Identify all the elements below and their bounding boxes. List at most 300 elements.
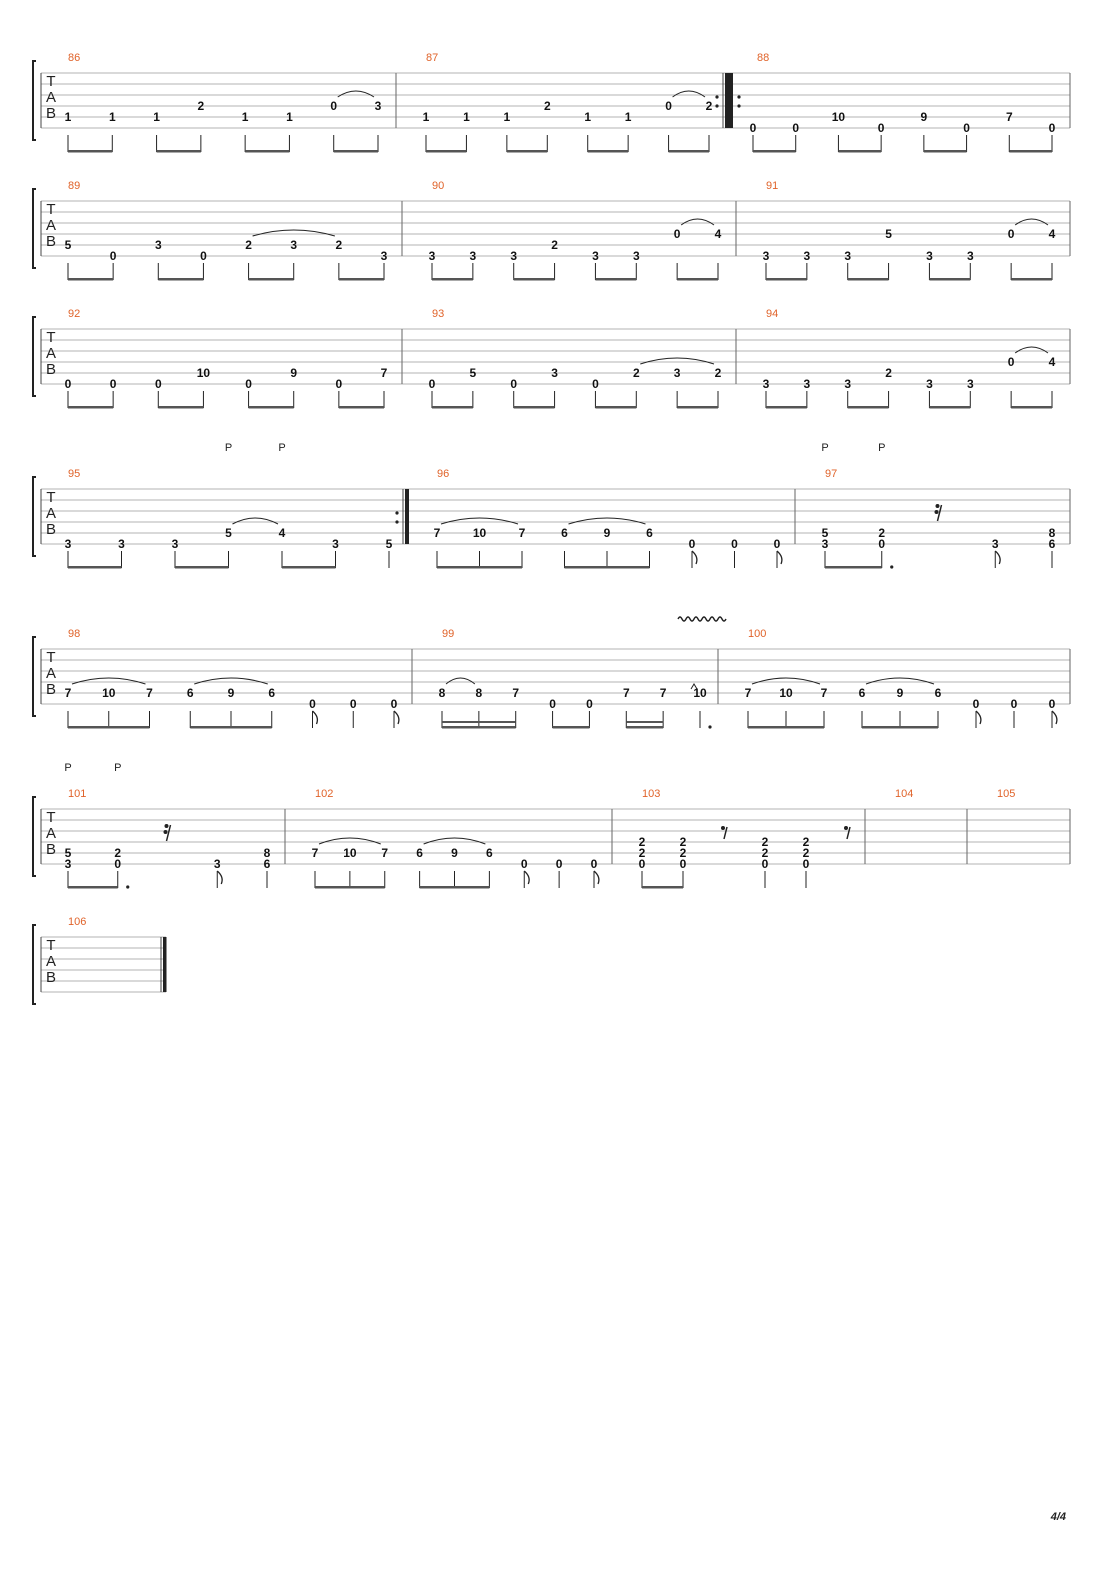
- fret-number: 2: [197, 99, 205, 113]
- fret-number: 6: [263, 857, 271, 871]
- note-beam: [1009, 150, 1052, 153]
- palm-mute-mark: P: [114, 762, 122, 774]
- tie-arc: [194, 678, 268, 684]
- note-beam: [437, 566, 522, 569]
- fret-number: 0: [749, 121, 757, 135]
- note-beam: [68, 278, 113, 281]
- fret-number: 0: [877, 121, 885, 135]
- fret-number: 0: [802, 857, 810, 871]
- note-beam: [339, 406, 384, 409]
- fret-number: 7: [622, 686, 630, 700]
- fret-number: 2: [802, 835, 810, 849]
- fret-number: 5: [885, 227, 892, 241]
- fret-number: 0: [731, 537, 738, 551]
- fret-number: 3: [803, 377, 811, 391]
- fret-number: 0: [1048, 697, 1056, 711]
- measure-number: 98: [68, 628, 81, 640]
- tie-arc: [569, 518, 646, 524]
- palm-mute-mark: P: [64, 762, 72, 774]
- note-beam: [245, 150, 289, 153]
- fret-number: 7: [744, 686, 752, 700]
- measure-number: 100: [748, 628, 767, 640]
- fret-number: 4: [278, 526, 286, 540]
- fret-number: 1: [422, 110, 430, 124]
- tab-clef-letter: T: [46, 937, 56, 954]
- fret-number: 8: [438, 686, 446, 700]
- system-bracket: [33, 925, 36, 1004]
- tie-arc: [233, 518, 279, 524]
- fret-number: 1: [286, 110, 293, 124]
- measure-number: 99: [442, 628, 455, 640]
- tab-clef-letter: B: [45, 681, 57, 698]
- note-flag: [777, 551, 782, 564]
- fret-number: 0: [109, 249, 117, 263]
- note-beam: [924, 150, 967, 153]
- note-beam: [1011, 406, 1052, 409]
- note-beam: [249, 278, 294, 281]
- fret-number: 3: [428, 249, 436, 263]
- measure-number: 103: [642, 788, 661, 800]
- fret-number: 0: [390, 697, 398, 711]
- note-beam: [334, 150, 378, 153]
- fret-number: 8: [263, 846, 271, 860]
- rest-flag-dot: [936, 504, 940, 508]
- fret-number: 3: [844, 249, 852, 263]
- fret-number: 2: [632, 366, 640, 380]
- fret-number: 4: [1048, 355, 1056, 369]
- repeat-dot: [395, 511, 398, 514]
- note-beam: [588, 150, 628, 153]
- note-beam: [315, 886, 385, 889]
- fret-number: 1: [624, 110, 632, 124]
- fret-number: 0: [1010, 697, 1018, 711]
- note-beam: [929, 278, 970, 281]
- note-beam: [848, 406, 889, 409]
- fret-number: 2: [638, 846, 646, 860]
- fret-number: 10: [779, 686, 793, 700]
- fret-number: 3: [171, 537, 179, 551]
- tab-clef-letter: A: [45, 825, 57, 842]
- tab-clef-letter: T: [46, 809, 56, 826]
- fret-number: 9: [920, 110, 928, 124]
- fret-number: 0: [510, 377, 518, 391]
- system-bracket: [33, 189, 36, 268]
- tab-system: [33, 617, 1070, 729]
- fret-number: 0: [555, 857, 563, 871]
- fret-number: 6: [561, 526, 568, 540]
- fret-number: 2: [638, 835, 646, 849]
- fret-number: 2: [885, 366, 892, 380]
- measure-number: 105: [997, 788, 1016, 800]
- note-flag: [976, 711, 981, 724]
- fret-number: 2: [114, 846, 122, 860]
- fret-number: 1: [153, 110, 160, 124]
- tab-clef-letter: A: [45, 953, 57, 970]
- fret-number: 0: [773, 537, 781, 551]
- note-beam: [766, 278, 807, 281]
- fret-number: 3: [762, 377, 770, 391]
- fret-number: 2: [714, 366, 722, 380]
- tie-arc: [72, 678, 146, 684]
- note-beam: [190, 726, 272, 729]
- fret-number: 5: [225, 526, 232, 540]
- fret-number: 3: [118, 537, 125, 551]
- tie-arc: [319, 838, 381, 844]
- fret-number: 10: [343, 846, 357, 860]
- fret-number: 7: [146, 686, 153, 700]
- fret-number: 0: [590, 857, 598, 871]
- palm-mute-mark: P: [821, 442, 829, 454]
- fret-number: 8: [475, 686, 483, 700]
- fret-number: 7: [433, 526, 441, 540]
- fret-number: 6: [858, 686, 866, 700]
- fret-number: 1: [241, 110, 249, 124]
- note-flag: [995, 551, 1000, 564]
- note-beam: [677, 406, 718, 409]
- fret-number: 3: [290, 238, 298, 252]
- fret-number: 9: [451, 846, 458, 860]
- fret-number: 3: [966, 249, 974, 263]
- palm-mute-mark: P: [224, 442, 233, 454]
- fret-number: 3: [154, 238, 162, 252]
- measure-number: 106: [68, 916, 87, 928]
- measure-number: 89: [68, 180, 81, 192]
- rest-flag-dot: [164, 830, 168, 834]
- note-beam: [848, 278, 889, 281]
- fret-number: 3: [632, 249, 640, 263]
- duration-dot: [126, 885, 129, 888]
- measure-number: 104: [895, 788, 914, 800]
- fret-number: 2: [543, 99, 551, 113]
- fret-number: 0: [1048, 121, 1056, 135]
- fret-number: 2: [761, 835, 769, 849]
- note-beam: [68, 726, 150, 729]
- note-beam: [432, 406, 473, 409]
- tie-arc: [1015, 219, 1048, 225]
- note-beam: [669, 150, 709, 153]
- tab-clef-letter: A: [45, 345, 57, 362]
- fret-number: 5: [821, 526, 829, 540]
- note-beam: [753, 150, 796, 153]
- palm-mute-mark: P: [878, 442, 886, 454]
- fret-number: 4: [714, 227, 722, 241]
- note-beam: [249, 406, 294, 409]
- fret-number: 0: [428, 377, 436, 391]
- fret-number: 0: [963, 121, 970, 135]
- system-bracket: [33, 797, 36, 876]
- repeat-dot: [715, 104, 718, 107]
- tab-clef-letter: A: [45, 89, 57, 106]
- rest-flag-dot: [165, 824, 169, 828]
- system-bracket: [33, 317, 36, 396]
- fret-number: 5: [64, 238, 72, 252]
- tab-clef-letter: A: [45, 217, 57, 234]
- fret-number: 0: [520, 857, 528, 871]
- note-flag: [594, 871, 599, 884]
- rest-flag-dot: [935, 510, 939, 514]
- note-beam: [442, 726, 516, 729]
- fret-number: 2: [245, 238, 252, 252]
- fret-number: 7: [64, 686, 72, 700]
- fret-number: 0: [638, 857, 646, 871]
- fret-number: 5: [385, 537, 393, 551]
- fret-number: 0: [679, 857, 687, 871]
- measure-number: 90: [432, 180, 445, 192]
- measure-number: 86: [68, 52, 81, 64]
- note-beam: [626, 726, 663, 729]
- fret-number: 0: [309, 697, 316, 711]
- measure-number: 93: [432, 308, 445, 320]
- fret-number: 3: [926, 377, 933, 391]
- note-beam-secondary: [626, 721, 663, 723]
- fret-number: 8: [1048, 526, 1056, 540]
- repeat-end-thick: [725, 73, 729, 128]
- note-beam: [677, 278, 718, 281]
- fret-number: 1: [503, 110, 511, 124]
- fret-number: 7: [659, 686, 667, 700]
- tie-arc: [338, 91, 374, 97]
- note-beam: [825, 566, 882, 569]
- note-beam: [339, 278, 384, 281]
- final-barline-thick: [163, 937, 167, 992]
- measure-number: 96: [437, 468, 450, 480]
- fret-number: 0: [154, 377, 162, 391]
- fret-number: 7: [381, 846, 389, 860]
- note-beam: [514, 278, 555, 281]
- tab-system: [33, 916, 167, 1004]
- fret-number: 10: [693, 686, 707, 700]
- duration-dot: [890, 565, 893, 568]
- fret-number: 9: [603, 526, 611, 540]
- fret-number: 5: [469, 366, 477, 380]
- note-flag: [1052, 711, 1057, 724]
- fret-number: 3: [213, 857, 221, 871]
- fret-number: 7: [820, 686, 828, 700]
- note-flag: [524, 871, 529, 884]
- fret-number: 3: [64, 537, 72, 551]
- tab-clef-letter: T: [46, 649, 56, 666]
- fret-number: 6: [186, 686, 194, 700]
- note-beam: [68, 886, 118, 889]
- tab-system: [33, 442, 1070, 569]
- fret-number: 3: [592, 249, 599, 263]
- measure-number: 97: [825, 468, 838, 480]
- fret-number: 6: [646, 526, 653, 540]
- fret-number: 0: [1007, 227, 1015, 241]
- fret-number: 6: [268, 686, 276, 700]
- tie-arc: [673, 91, 705, 97]
- fret-number: 1: [108, 110, 116, 124]
- note-beam: [514, 406, 555, 409]
- tie-arc: [681, 219, 714, 225]
- note-beam: [1011, 278, 1052, 281]
- fret-number: 2: [761, 846, 769, 860]
- fret-number: 3: [64, 857, 72, 871]
- fret-number: 2: [551, 238, 558, 252]
- fret-number: 2: [705, 99, 713, 113]
- fret-number: 1: [584, 110, 592, 124]
- fret-number: 0: [792, 121, 800, 135]
- repeat-dot: [737, 95, 740, 98]
- tab-clef-letter: B: [45, 105, 57, 122]
- tab-clef-letter: A: [45, 505, 57, 522]
- fret-number: 3: [374, 99, 382, 113]
- fret-number: 2: [335, 238, 343, 252]
- tab-system: [33, 762, 1070, 889]
- note-flag: [394, 711, 399, 724]
- fret-number: 0: [109, 377, 117, 391]
- fret-number: 9: [896, 686, 904, 700]
- measure-number: 88: [757, 52, 770, 64]
- note-beam: [68, 150, 112, 153]
- fret-number: 7: [311, 846, 319, 860]
- tab-clef-letter: B: [45, 521, 57, 538]
- fret-number: 0: [673, 227, 681, 241]
- fret-number: 3: [380, 249, 388, 263]
- repeat-dot: [737, 104, 740, 107]
- measure-number: 95: [68, 468, 81, 480]
- measure-number: 87: [426, 52, 439, 64]
- fret-number: 3: [332, 537, 339, 551]
- measure-number: 101: [68, 788, 87, 800]
- tab-clef-letter: B: [45, 841, 57, 858]
- note-beam: [862, 726, 938, 729]
- tie-arc: [446, 678, 475, 684]
- tie-arc: [441, 518, 518, 524]
- fret-number: 2: [878, 526, 886, 540]
- measure-number: 91: [766, 180, 779, 192]
- measure-number: 92: [68, 308, 81, 320]
- note-flag: [217, 871, 222, 884]
- fret-number: 3: [510, 249, 518, 263]
- fret-number: 7: [518, 526, 526, 540]
- tab-clef-letter: T: [46, 489, 56, 506]
- note-beam: [157, 150, 201, 153]
- fret-number: 0: [349, 697, 357, 711]
- note-beam-secondary: [442, 721, 516, 723]
- tie-arc: [1015, 347, 1048, 353]
- fret-number: 3: [762, 249, 770, 263]
- measure-number: 94: [766, 308, 779, 320]
- system-bracket: [33, 477, 36, 556]
- tab-clef-letter: T: [46, 329, 56, 346]
- note-beam: [565, 566, 650, 569]
- tab-clef-letter: A: [45, 665, 57, 682]
- tie-arc: [752, 678, 820, 684]
- fret-number: 0: [330, 99, 338, 113]
- tie-arc: [640, 358, 714, 364]
- fret-number: 6: [486, 846, 493, 860]
- note-beam: [420, 886, 490, 889]
- fret-number: 1: [463, 110, 470, 124]
- note-beam: [158, 406, 203, 409]
- rest-flag-dot: [721, 826, 725, 830]
- fret-number: 7: [1005, 110, 1013, 124]
- fret-number: 7: [512, 686, 520, 700]
- fret-number: 0: [114, 857, 122, 871]
- tab-clef-letter: T: [46, 201, 56, 218]
- fret-number: 3: [966, 377, 974, 391]
- fret-number: 3: [551, 366, 558, 380]
- note-beam: [642, 886, 683, 889]
- note-beam: [595, 406, 636, 409]
- note-beam: [507, 150, 547, 153]
- fret-number: 4: [1048, 227, 1056, 241]
- note-beam: [68, 406, 113, 409]
- fret-number: 0: [878, 537, 886, 551]
- note-flag: [313, 711, 318, 724]
- palm-mute-mark: P: [278, 442, 286, 454]
- tie-arc: [253, 230, 335, 236]
- fret-number: 0: [665, 99, 672, 113]
- fret-number: 1: [64, 110, 72, 124]
- tie-arc: [866, 678, 934, 684]
- measure-number: 102: [315, 788, 334, 800]
- note-beam: [838, 150, 881, 153]
- fret-number: 0: [549, 697, 556, 711]
- note-beam: [426, 150, 466, 153]
- tab-clef-letter: B: [45, 233, 57, 250]
- fret-number: 7: [380, 366, 388, 380]
- repeat-dot: [715, 95, 718, 98]
- tab-clef-letter: B: [45, 969, 57, 986]
- fret-number: 3: [469, 249, 477, 263]
- repeat-dot: [395, 520, 398, 523]
- fret-number: 3: [803, 249, 811, 263]
- note-beam: [282, 566, 336, 569]
- fret-number: 5: [64, 846, 72, 860]
- fret-number: 3: [673, 366, 681, 380]
- fret-number: 10: [831, 110, 846, 124]
- note-beam: [929, 406, 970, 409]
- fret-number: 2: [679, 846, 687, 860]
- fret-number: 10: [472, 526, 487, 540]
- tie-arc: [424, 838, 486, 844]
- note-beam: [432, 278, 473, 281]
- fret-number: 6: [416, 846, 423, 860]
- note-beam: [175, 566, 229, 569]
- note-flag: [692, 551, 697, 564]
- fret-number: 0: [1007, 355, 1015, 369]
- fret-number: 0: [64, 377, 72, 391]
- note-beam: [553, 726, 590, 729]
- fret-number: 3: [844, 377, 852, 391]
- fret-number: 10: [196, 366, 211, 380]
- fret-number: 0: [245, 377, 252, 391]
- note-beam: [595, 278, 636, 281]
- repeat-end-thick: [405, 489, 409, 544]
- fret-number: 0: [972, 697, 980, 711]
- page-number: 4/4: [1050, 1511, 1066, 1523]
- rest-flag-dot: [844, 826, 848, 830]
- system-bracket: [33, 637, 36, 716]
- fret-number: 2: [802, 846, 810, 860]
- fret-number: 3: [991, 537, 999, 551]
- tab-clef-letter: T: [46, 73, 56, 90]
- note-beam: [748, 726, 824, 729]
- fret-number: 0: [592, 377, 599, 391]
- fret-number: 10: [102, 686, 116, 700]
- fret-number: 2: [679, 835, 687, 849]
- tab-system: [33, 52, 1070, 153]
- fret-number: 6: [934, 686, 942, 700]
- fret-number: 0: [688, 537, 696, 551]
- duration-dot: [708, 725, 711, 728]
- fret-number: 9: [290, 366, 298, 380]
- tab-system: [33, 308, 1070, 409]
- fret-number: 6: [1048, 537, 1056, 551]
- fret-number: 0: [335, 377, 343, 391]
